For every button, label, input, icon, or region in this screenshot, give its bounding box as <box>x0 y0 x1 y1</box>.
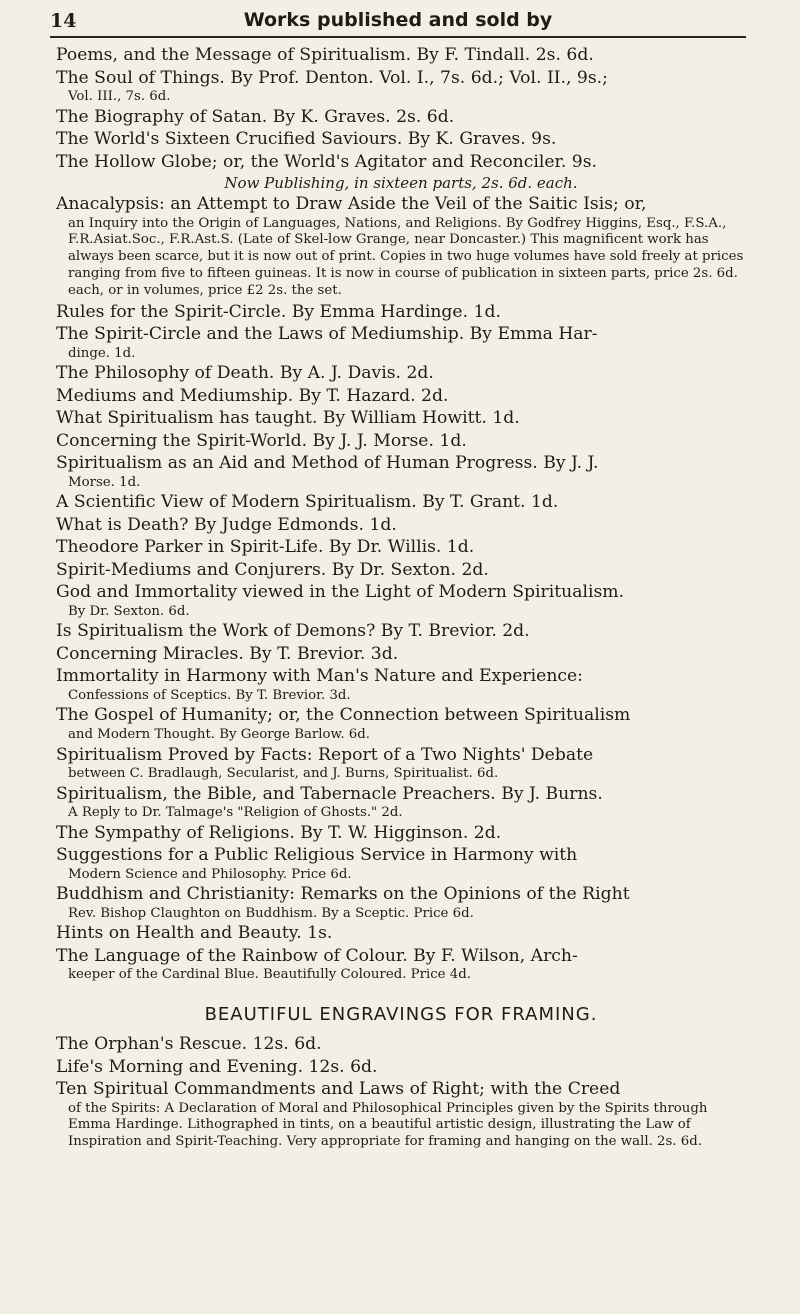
entry-title: Life's Morning and Evening. 12s. 6d. <box>56 1056 378 1077</box>
anacalypsis-entry <box>56 193 746 216</box>
entry-title: The Soul of Things. By Prof. Denton. Vol. I., 7s. 6d.; Vol. II., 9s.; <box>56 67 608 88</box>
catalogue-entry <box>56 883 746 922</box>
entry-title: Spiritualism as an Aid and Method of Human Progress. By J. J. <box>56 453 599 474</box>
catalogue-entry <box>56 301 746 324</box>
entry-title: Mediums and Mediumship. By T. Hazard. 2d. <box>56 385 449 406</box>
catalogue-entry <box>56 704 746 743</box>
entry-title: The Sympathy of Religions. By T. W. Higginson. 2d. <box>56 822 502 843</box>
anacalypsis-description: an Inquiry into the Origin of Languages, Nations, and Religions. By Godfrey Higgins, Esq., F.S.A., F.R.Asiat.Soc., F.R.Ast.S. (Late of Skel-low Grange, near Doncaster.) This magnificent work has always been scarce, but it is now out of print. Copies in two huge volumes have sold freely at prices ranging from five to fifteen guineas. It is now in course of publication in sixteen parts, price 2s. 6d. each, or in volumes, price £2 2s. the set. <box>68 215 744 298</box>
entry-title: Rules for the Spirit-Circle. By Emma Hardinge. 1d. <box>56 301 501 322</box>
entry-title: A Scientific View of Modern Spiritualism. By T. Grant. 1d. <box>56 492 559 513</box>
catalogue-entry <box>56 67 746 106</box>
entry-continuation: of the Spirits: A Declaration of Moral and Philosophical Principles given by the Spirits through Emma Hardinge. Lithographed in tints, on a beautiful artistic design, illustrating the Law of Inspiration and Spirit-Teaching. Very appropriate for framing and hanging on the wall. 2s. 6d. <box>68 1100 708 1149</box>
entry-continuation: Modern Science and Philosophy. Price 6d. <box>68 866 352 882</box>
catalogue-entry <box>56 430 746 453</box>
entry-group-1 <box>56 44 746 173</box>
anacalypsis-title: Anacalypsis: an Attempt to Draw Aside the Veil of the Saitic Isis; or, <box>56 194 647 215</box>
entry-continuation: A Reply to Dr. Talmage's "Religion of Ghosts." 2d. <box>68 805 403 821</box>
catalogue-entry <box>56 44 746 67</box>
entry-title: The Language of the Rainbow of Colour. By F. Wilson, Arch- <box>56 945 578 966</box>
catalogue-entry <box>56 491 746 514</box>
entry-title: Immortality in Harmony with Man's Nature and Experience: <box>56 666 583 687</box>
entry-continuation: By Dr. Sexton. 6d. <box>68 603 190 619</box>
catalogue-entry <box>56 452 746 491</box>
entry-continuation: and Modern Thought. By George Barlow. 6d. <box>68 726 370 742</box>
entry-title: Buddhism and Christianity: Remarks on the Opinions of the Right <box>56 884 630 905</box>
catalogue-entry <box>56 536 746 559</box>
entry-continuation: dinge. 1d. <box>68 345 136 361</box>
entry-title: Theodore Parker in Spirit-Life. By Dr. Willis. 1d. <box>56 537 475 558</box>
catalogue-entry <box>56 665 746 704</box>
catalogue-entry <box>56 385 746 408</box>
catalogue-entry <box>56 1033 746 1056</box>
header-rule <box>50 36 746 38</box>
catalogue-entry <box>56 643 746 666</box>
entry-title: The Gospel of Humanity; or, the Connection between Spiritualism <box>56 705 631 726</box>
catalogue-entry <box>56 559 746 582</box>
catalogue-entry <box>56 1056 746 1079</box>
entry-title: Ten Spiritual Commandments and Laws of Right; with the Creed <box>56 1079 621 1100</box>
page-number: 14 <box>50 10 77 32</box>
entry-continuation: Morse. 1d. <box>68 474 141 490</box>
entry-title: Suggestions for a Public Religious Service in Harmony with <box>56 845 578 866</box>
entry-title: Spiritualism Proved by Facts: Report of a Two Nights' Debate <box>56 744 594 765</box>
section-heading: BEAUTIFUL ENGRAVINGS FOR FRAMING. <box>204 1004 598 1026</box>
catalogue-entry <box>56 783 746 822</box>
entry-title: Poems, and the Message of Spiritualism. By F. Tindall. 2s. 6d. <box>56 45 594 65</box>
entry-title: The Biography of Satan. By K. Graves. 2s. 6d. <box>56 106 455 127</box>
entry-title: What Spiritualism has taught. By William Howitt. 1d. <box>56 408 520 429</box>
entry-title: Spiritualism, the Bible, and Tabernacle Preachers. By J. Burns. <box>56 783 603 804</box>
entry-continuation: keeper of the Cardinal Blue. Beautifully Coloured. Price 4d. <box>68 967 471 983</box>
entry-title: Concerning Miracles. By T. Brevior. 3d. <box>56 643 399 664</box>
entry-continuation: Rev. Bishop Claughton on Buddhism. By a Sceptic. Price 6d. <box>68 905 474 921</box>
catalogue-entry <box>56 128 746 151</box>
entry-group-engravings <box>56 1033 746 1150</box>
catalogue-entry <box>56 822 746 845</box>
entry-title: Spirit-Mediums and Conjurers. By Dr. Sexton. 2d. <box>56 559 489 580</box>
entry-continuation: Vol. III., 7s. 6d. <box>68 89 171 104</box>
catalogue-entry <box>56 1078 746 1150</box>
entry-continuation: Confessions of Sceptics. By T. Brevior. 3d. <box>68 687 351 703</box>
entry-title: The Spirit-Circle and the Laws of Mediumship. By Emma Har- <box>56 324 598 345</box>
entry-title: The World's Sixteen Crucified Saviours. By K. Graves. 9s. <box>56 129 557 150</box>
publishing-notice: Now Publishing, in sixteen parts, 2s. 6d. each. <box>224 174 578 193</box>
running-head: Works published and sold by <box>243 9 553 31</box>
catalogue-entry <box>56 362 746 385</box>
entry-title: The Philosophy of Death. By A. J. Davis. 2d. <box>56 363 434 384</box>
catalogue-entry <box>56 581 746 620</box>
catalogue-entry <box>56 922 746 945</box>
catalogue-entry <box>56 514 746 537</box>
catalogue-entry <box>56 151 746 174</box>
entry-group-2 <box>56 301 746 984</box>
page-header <box>50 6 746 36</box>
entry-title: Is Spiritualism the Work of Demons? By T. Brevior. 2d. <box>56 621 530 642</box>
entry-continuation: between C. Bradlaugh, Secularist, and J. Burns, Spiritualist. 6d. <box>68 766 499 782</box>
catalogue-entry <box>56 106 746 129</box>
catalogue-entry <box>56 407 746 430</box>
entry-title: What is Death? By Judge Edmonds. 1d. <box>56 514 397 535</box>
entry-title: God and Immortality viewed in the Light of Modern Spiritualism. <box>56 582 625 603</box>
catalogue-entry <box>56 744 746 783</box>
entry-title: Hints on Health and Beauty. 1s. <box>56 923 333 944</box>
entry-title: The Hollow Globe; or, the World's Agitator and Reconciler. 9s. <box>56 151 598 172</box>
catalogue-entry <box>56 844 746 883</box>
catalogue-entry <box>56 620 746 643</box>
entry-title: The Orphan's Rescue. 12s. 6d. <box>56 1034 322 1055</box>
catalogue-entry <box>56 945 746 984</box>
catalogue-entry <box>56 323 746 362</box>
catalogue-list <box>56 44 746 1150</box>
entry-title: Concerning the Spirit-World. By J. J. Morse. 1d. <box>56 430 467 451</box>
